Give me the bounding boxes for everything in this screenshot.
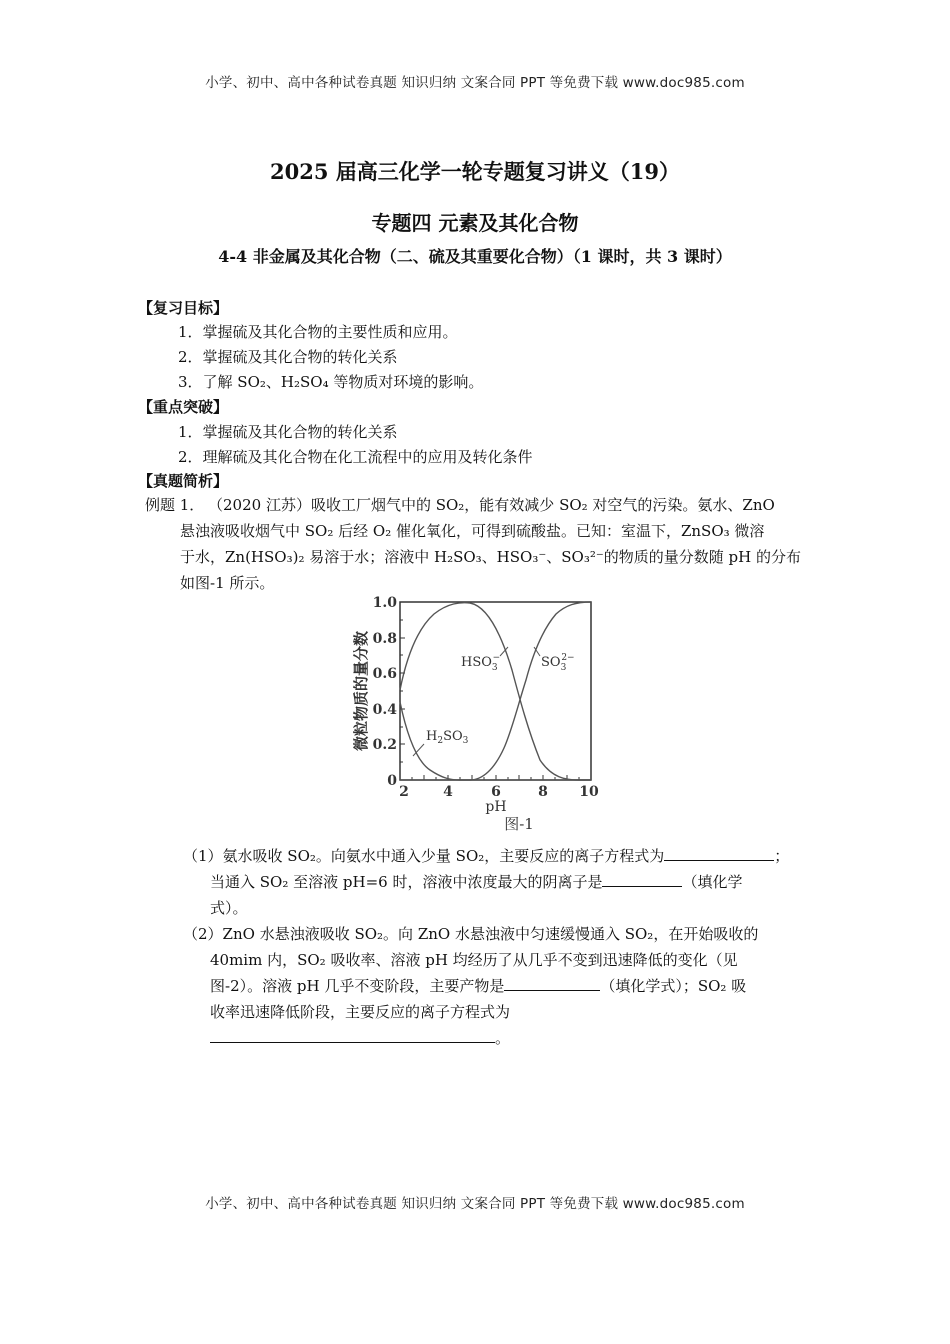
question-2-line: 图-2）。溶液 pH 几乎不变阶段，主要产物是 （填化学式）；SO₂ 吸 <box>210 977 747 995</box>
example-line: 于水，Zn(HSO₃)₂ 易溶于水；溶液中 H₂SO₃、HSO₃⁻、SO₃²⁻的物质的量分数随 pH 的分布 <box>180 548 802 566</box>
h2so3-label: $H_2SO_3$ <box>426 729 469 746</box>
svg-text:2: 2 <box>399 784 409 800</box>
x-axis-label: pH <box>485 799 507 815</box>
svg-text:8: 8 <box>538 784 548 800</box>
topic-title: 专题四 元素及其化合物 <box>371 211 579 235</box>
example-label: 例题 1． <box>145 496 205 514</box>
question-1-line: 式）。 <box>210 899 248 917</box>
answer-blank[interactable] <box>504 976 600 991</box>
svg-text:1.0: 1.0 <box>372 595 397 611</box>
so3-label: $SO_32-$ <box>541 653 575 673</box>
review-goal-item: 1．掌握硫及其化合物的主要性质和应用。 <box>178 323 458 341</box>
key-point-item: 2．理解硫及其化合物在化工流程中的应用及转化条件 <box>178 448 533 466</box>
example-line: 如图-1 所示。 <box>180 574 275 592</box>
svg-text:6: 6 <box>491 784 501 800</box>
footer-banner: 小学、初中、高中各种试卷真题 知识归纳 文案合同 PPT 等免费下载 www.doc985.com <box>205 1196 745 1212</box>
hso3-curve <box>400 603 591 780</box>
svg-text:4: 4 <box>443 784 453 800</box>
example-line: 悬浊液吸收烟气中 SO₂ 后经 O₂ 催化氧化，可得到硫酸盐。已知：室温下，ZnSO₃ 微溶 <box>180 522 765 540</box>
key-points-heading: 【重点突破】 <box>138 398 229 416</box>
svg-text:0.2: 0.2 <box>372 737 397 753</box>
hso3-label: $HSO_3-$ <box>461 653 501 673</box>
review-goals-heading: 【复习目标】 <box>138 299 229 317</box>
answer-blank[interactable] <box>664 846 774 861</box>
review-goal-item: 3．了解 SO₂、H₂SO₄ 等物质对环境的影响。 <box>178 373 484 391</box>
question-1-line: 当通入 SO₂ 至溶液 pH=6 时，溶液中浓度最大的阴离子是 （填化学 <box>210 873 743 891</box>
y-axis-label: 微粒物质的量分数 <box>352 630 370 752</box>
review-goal-item: 2．掌握硫及其化合物的转化关系 <box>178 348 398 366</box>
question-2-line: 40mim 内，SO₂ 吸收率、溶液 pH 均经历了从几乎不变到迅速降低的变化（见 <box>210 951 738 969</box>
lesson-title: 4-4 非金属及其化合物（二、硫及其重要化合物）（1 课时，共 3 课时） <box>218 247 732 266</box>
question-2-line: 。 <box>210 1025 510 1051</box>
answer-blank[interactable] <box>210 1028 495 1043</box>
svg-text:0: 0 <box>387 773 397 789</box>
figure-caption: 图-1 <box>504 815 534 833</box>
exam-analysis-heading: 【真题简析】 <box>138 472 229 490</box>
question-1-line: （1）氨水吸收 SO₂。向氨水中通入少量 SO₂，主要反应的离子方程式为 ； <box>183 847 790 865</box>
svg-text:10: 10 <box>579 784 599 800</box>
document-title: 2025 届高三化学一轮专题复习讲义（19） <box>270 159 680 184</box>
example-line: （2020 江苏）吸收工厂烟气中的 SO₂，能有效减少 SO₂ 对空气的污染。氨水、ZnO <box>208 496 775 514</box>
svg-text:0.4: 0.4 <box>372 702 397 718</box>
question-2-line: （2）ZnO 水悬浊液吸收 SO₂。向 ZnO 水悬浊液中匀速缓慢通入 SO₂，在开始吸收的 <box>183 925 759 943</box>
species-distribution-chart <box>340 590 620 840</box>
answer-blank[interactable] <box>602 872 682 887</box>
key-point-item: 1．掌握硫及其化合物的转化关系 <box>178 423 398 441</box>
svg-text:0.8: 0.8 <box>372 631 397 647</box>
svg-text:0.6: 0.6 <box>372 666 397 682</box>
question-2-line: 收率迅速降低阶段，主要反应的离子方程式为 <box>210 1003 511 1021</box>
header-banner: 小学、初中、高中各种试卷真题 知识归纳 文案合同 PPT 等免费下载 www.doc985.com <box>205 75 745 91</box>
